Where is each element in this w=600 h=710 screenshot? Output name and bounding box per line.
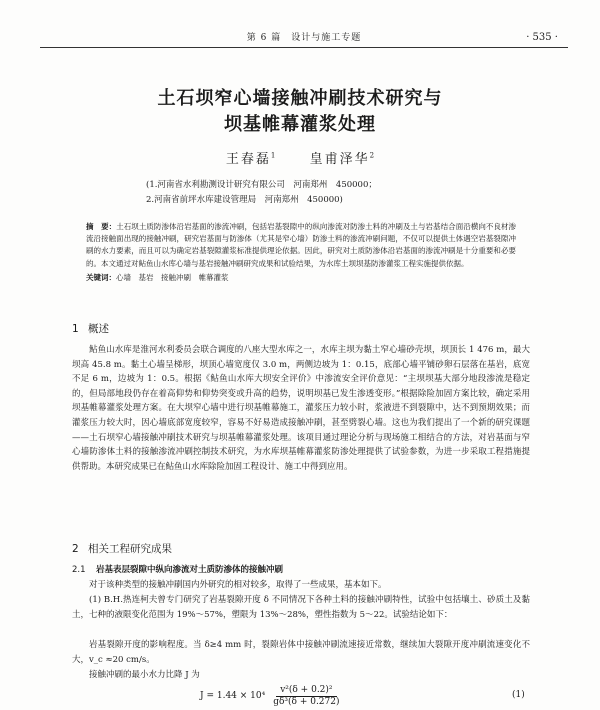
author-affiliation-mark: 2 — [369, 151, 375, 160]
subsection-number: 2.1 — [72, 565, 86, 575]
paragraph-item-3: 接触冲刷的最小水力比降 J 为 — [89, 670, 200, 680]
equation-fraction — [269, 685, 343, 708]
subsection-heading-2-1 — [72, 563, 283, 575]
affiliation-1: (1.河南省水利勘测设计研究有限公司 河南郑州 450000； — [146, 180, 377, 190]
keywords-label: 关键词： — [86, 273, 116, 282]
paragraph-item-2: 岩基裂隙开度的影响程度。当 δ≥4 mm 时，裂隙岩体中接触冲刷流速接近常数，继续加大裂隙开度冲刷流速变化不大，v_c ≈20 cm/s。 — [72, 640, 530, 665]
abstract-text: 土石坝土质防渗体沿岩基面的渗流冲刷，包括岩基裂隙中的纵向渗流对防渗土料的冲刷及土与岩基结合面沿横向不良材渗流沿接触面出现的接触冲刷，研究岩基面与防渗体（尤其是窄心墙）防渗土料的渗流冲刷问题，不仅可以提供土体遇空岩基裂隙冲刷的水力要素，而且可以为确定岩基裂隙灌浆标准提供理论依据。因此，研究对土质防渗体沿岩基面的渗流冲刷是十分重要和必要的。本文通过对鲇鱼山水库心墙与基岩接触冲刷研究成果和试验结果，为水库土坝坝基防渗灌浆工程实施提供依据。 — [86, 222, 517, 268]
equation-denominator: gδ³(δ + 0.272) — [273, 696, 340, 707]
abstract-label: 摘 要： — [86, 222, 117, 231]
running-title: 第 6 篇 设计与施工专题 — [246, 33, 362, 43]
author-affiliation-mark: 1 — [270, 151, 276, 160]
equation-numerator: v²(δ + 0.2)² — [276, 685, 336, 697]
keywords-text: 心墙 基岩 接触冲刷 帷幕灌浆 — [116, 273, 229, 282]
running-header — [40, 30, 568, 46]
paragraph-overview: 鲇鱼山水库是淮河水利委员会联合调度的八座大型水库之一，水库主坝为黏土窄心墙砂壳坝，坝顶长 1 476 m，最大坝高 45.8 m。黏土心墙呈梯形，坝顶心墙宽度仅 3.0 m，两侧边坡为 1：0.15，底部心墙平铺砂卵石层落在基岩，底宽不足 6 m，边坡为 1：0.5。根据《鲇鱼山水库大坝安全评价》中渗流安全评价意见：“主坝坝基大部分地段渗流是稳定的，但局部地段仍存在着高仰势和仰势突变或升高的趋势，说明坝基已发生渗透变形。”根据除险加固方案比较，确定采用坝基帷幕灌浆处理方案。在大坝窄心墙中进行坝基帷幕施工，灌浆压力较小时，浆液进不到裂隙中，达不到预期效果；而灌浆压力较大时，因心墙底部宽度较窄，容易不好易造成接触冲刷，甚至劈裂心墙。这也为我们提出了一个新的研究课题——土石坝窄心墙接触冲刷技术研究与坝基帷幕灌浆处理。该项目通过理论分析与现场施工相结合的方法，对岩基面与窄心墙防渗体土料的接触渗流冲刷控制技术研究，为水库坝基帷幕灌浆防渗处理提供了试验参数，为进一步采取工程措施提供帮助。本研究成果已在鲇鱼山水库除险加固工程设计、施工中得到应用。 — [72, 345, 530, 472]
author-list — [0, 148, 600, 167]
equation-number: (1) — [512, 690, 525, 700]
header-rule — [40, 47, 568, 48]
paper-title-line-2: 坝基帷幕灌浆处理 — [224, 114, 376, 135]
section-number: 1 — [72, 323, 79, 335]
equation-lhs: J = 1.44 × 10⁴ — [200, 691, 266, 701]
paragraph-item-1: (1) B.H.热连柯夫曾专门研究了岩基裂隙开度 δ 不同情况下各种土料的接触冲刷特性，试验中包括壤土、砂质土及黏土，七种的液限变化范围为 19%～57%，塑限为 13%～28%，塑性指数为 5～22。试验结论如下： — [72, 595, 530, 620]
author-name: 皇甫泽华 — [309, 152, 370, 167]
paper-title-line-1: 土石坝窄心墙接触冲刷技术研究与 — [157, 88, 443, 109]
subsection-title: 岩基表层裂隙中纵向渗流对土质防渗体的接触冲刷 — [96, 565, 284, 575]
paragraph-intro: 对于该种类型的接触冲刷国内外研究的相对较多，取得了一些成果，基本如下。 — [89, 580, 387, 590]
section-number: 2 — [72, 543, 79, 555]
author-name: 王春磊 — [225, 152, 271, 167]
section-title: 相关工程研究成果 — [88, 543, 172, 555]
affiliation-2: 2.河南省前坪水库建设管理局 河南郑州 450000) — [146, 195, 343, 205]
section-heading-2 — [72, 541, 172, 556]
section-title: 概述 — [88, 323, 109, 335]
abstract — [86, 221, 516, 270]
equation-1 — [200, 683, 344, 709]
section-heading-1 — [72, 321, 109, 336]
page-number: · 535 · — [526, 32, 558, 43]
keywords — [86, 272, 516, 284]
